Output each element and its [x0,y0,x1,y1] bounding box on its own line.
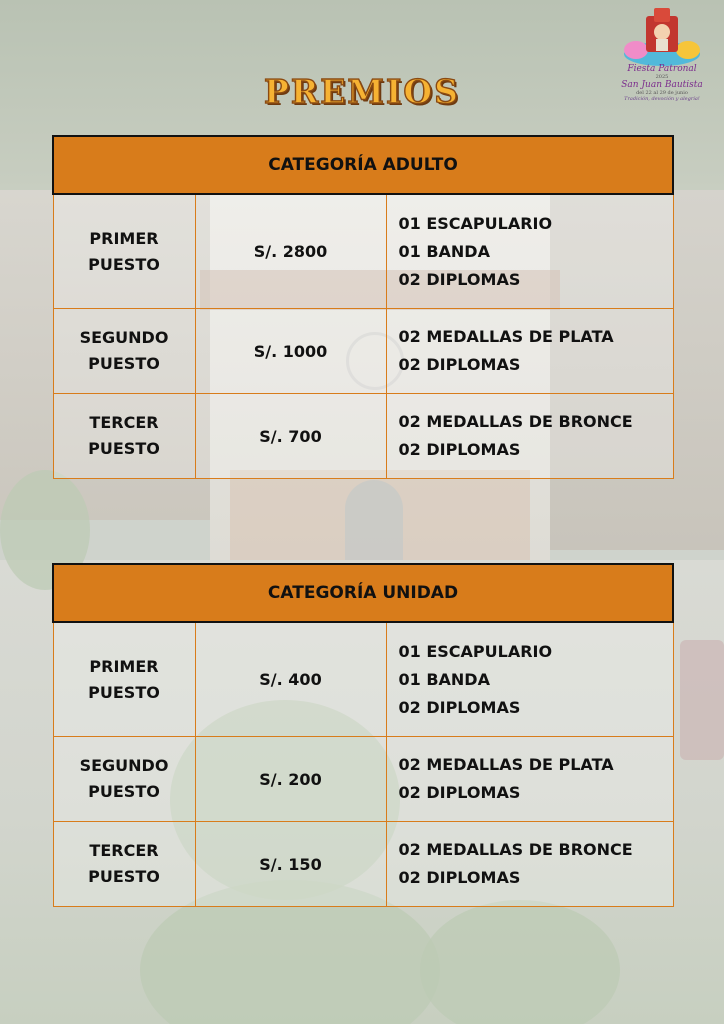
place-label-line-1: SEGUNDO [79,756,169,775]
table-row [53,194,673,309]
unit-category-header: CATEGORÍA UNIDAD [53,564,673,622]
prize-amount: S/. 400 [195,622,386,737]
prize-item: 02 MEDALLAS DE PLATA [398,755,614,774]
prize-item: 02 MEDALLAS DE BRONCE [398,412,633,431]
prize-item: 01 BANDA [398,669,490,689]
place-cell [53,622,195,737]
place-label-line-2: PUESTO [88,867,160,886]
prize-item: 02 MEDALLAS DE BRONCE [398,840,633,859]
logo-motto: Tradición, devoción y alegría! [624,96,700,102]
place-label-line-1: PRIMER [89,656,159,676]
prize-items [386,622,673,737]
table-row [53,622,673,737]
prize-item: 02 DIPLOMAS [398,697,521,717]
place-cell [53,309,195,394]
prize-item: 02 DIPLOMAS [398,269,521,289]
place-label-line-2: PUESTO [88,682,160,702]
prize-item: 02 DIPLOMAS [398,440,521,459]
logo-line-2: San Juan Bautista [621,80,703,90]
prize-amount: S/. 200 [195,737,386,822]
table-row [53,737,673,822]
prize-item: 01 ESCAPULARIO [398,213,553,233]
prize-item: 01 ESCAPULARIO [398,641,553,661]
place-cell [53,394,195,479]
adult-category-header: CATEGORÍA ADULTO [53,136,673,194]
place-label-line-1: TERCER [89,841,159,860]
place-cell [53,194,195,309]
prize-items [386,737,673,822]
prize-amount: S/. 2800 [195,194,386,309]
place-label-line-2: PUESTO [88,354,160,373]
place-label-line-1: SEGUNDO [79,328,169,347]
background-car [680,640,724,760]
prize-amount: S/. 150 [195,822,386,907]
logo-line-1: Fiesta Patronal [627,64,697,74]
place-label-line-2: PUESTO [88,782,160,801]
prize-items [386,394,673,479]
place-cell [53,822,195,907]
place-cell [53,737,195,822]
prize-items [386,822,673,907]
place-label-line-1: PRIMER [89,228,159,248]
logo-dates: del 22 al 29 de junio [636,90,688,96]
table-row [53,822,673,907]
prize-amount: S/. 1000 [195,309,386,394]
page-title: PREMIOS [264,72,460,111]
place-label-line-2: PUESTO [88,254,160,274]
prize-amount: S/. 700 [195,394,386,479]
place-label-line-1: TERCER [89,413,159,432]
prize-item: 02 DIPLOMAS [398,868,521,887]
adult-prize-table [52,135,674,479]
prize-items [386,309,673,394]
table-row [53,394,673,479]
prize-item: 02 MEDALLAS DE PLATA [398,327,614,346]
prize-item: 01 BANDA [398,241,490,261]
festival-logo-graphic [606,6,718,68]
logo-year: 2025 [655,74,669,80]
table-row [53,309,673,394]
prize-items [386,194,673,309]
prize-item: 02 DIPLOMAS [398,783,521,802]
background-church-door [345,480,403,560]
prize-item: 02 DIPLOMAS [398,355,521,374]
place-label-line-2: PUESTO [88,439,160,458]
unit-prize-table [52,563,674,907]
